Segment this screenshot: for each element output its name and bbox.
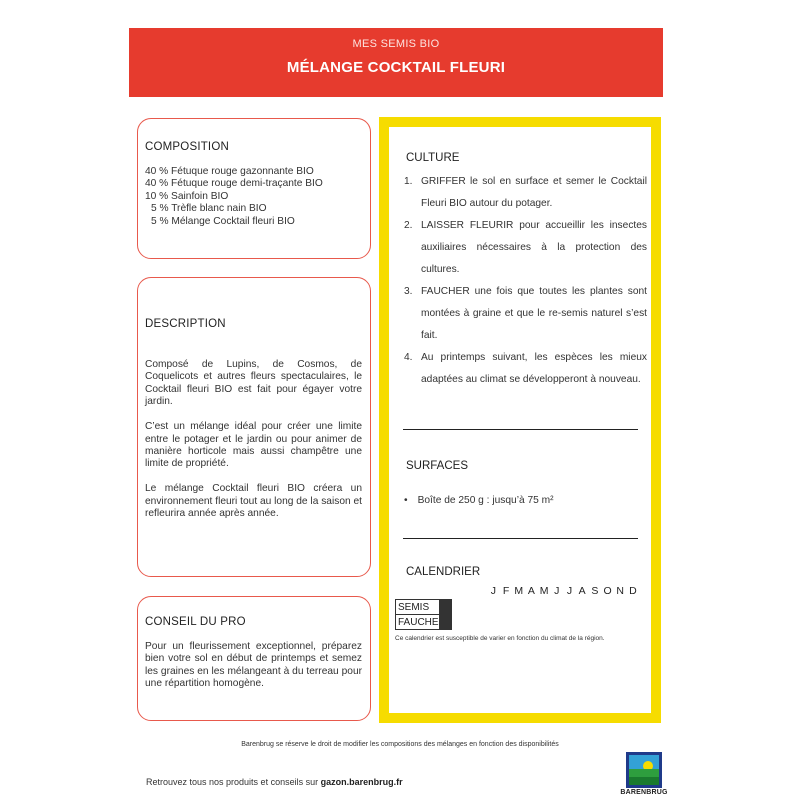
calendar-month-label: D bbox=[629, 585, 637, 597]
calendar-row bbox=[396, 600, 452, 615]
description-paragraph: Composé de Lupins, de Cosmos, de Coquelicots et autres fleurs spectaculaires, le Cocktail fleuri BIO est fait pour égayer votre jardin. bbox=[145, 359, 362, 408]
calendar-note: Ce calendrier est susceptible de varier en fonction du climat de la région. bbox=[395, 635, 605, 642]
divider bbox=[403, 538, 638, 539]
calendar-cell bbox=[450, 600, 451, 615]
calendar-months bbox=[487, 585, 639, 597]
description-paragraph: Le mélange Cocktail fleuri BIO créera un environnement fleuri tout au long de la saison et refleurira année après année. bbox=[145, 483, 362, 520]
calendar-month-label: J bbox=[554, 585, 560, 597]
list-item: 5 % Trèfle blanc nain BIO bbox=[151, 203, 267, 215]
calendar-month-label: A bbox=[527, 585, 535, 597]
list-item: 3. FAUCHER une fois que toutes les plantes sont montées à graine et que le re-semis naturel s’est fait. bbox=[404, 286, 647, 341]
calendar-month-label: N bbox=[616, 585, 625, 597]
calendrier-title: CALENDRIER bbox=[406, 566, 481, 578]
calendar-row-label: SEMIS bbox=[396, 600, 440, 615]
surfaces-item: • Boîte de 250 g : jusqu’à 75 m² bbox=[404, 495, 554, 506]
composition-title: COMPOSITION bbox=[145, 141, 229, 153]
description-title: DESCRIPTION bbox=[145, 318, 226, 330]
calendar-month-label: J bbox=[566, 585, 573, 597]
calendar-cell bbox=[450, 615, 451, 630]
description-paragraph: C’est un mélange idéal pour créer une limite entre le potager et le jardin ou pour animer de manière horticole mais aussi champêtre une limite de propriété. bbox=[145, 421, 362, 470]
calendar-month-label: M bbox=[514, 585, 524, 597]
list-item: 5 % Mélange Cocktail fleuri BIO bbox=[151, 215, 295, 227]
calendar-month-label: F bbox=[502, 585, 510, 597]
divider bbox=[403, 429, 638, 430]
culture-panel bbox=[379, 117, 661, 723]
conseil-text: Pour un fleurissement exceptionnel, préparez bien votre sol en début de printemps et semez les graines en les mélangeant à du terreau pour une répartition homogène. bbox=[145, 641, 362, 690]
page-title: MÉLANGE COCKTAIL FLEURI bbox=[286, 59, 506, 76]
calendar-month-label: A bbox=[578, 585, 586, 597]
calendar-month-label: S bbox=[591, 585, 599, 597]
website-link[interactable]: gazon.barenbrug.fr bbox=[320, 777, 403, 787]
culture-steps bbox=[404, 171, 647, 391]
calendar-row bbox=[396, 615, 452, 630]
conseil-title: CONSEIL DU PRO bbox=[145, 616, 246, 628]
calendar-grid bbox=[395, 599, 452, 630]
description-box bbox=[137, 277, 371, 577]
composition-list bbox=[145, 166, 362, 228]
header-subtitle: MES SEMIS BIO bbox=[352, 38, 440, 50]
conseil-box bbox=[137, 596, 371, 721]
list-item: 40 % Fétuque rouge gazonnante BIO bbox=[145, 166, 314, 177]
header-banner bbox=[129, 28, 663, 97]
footer-link-text: Retrouvez tous nos produits et conseils sur gazon.barenbrug.fr bbox=[146, 777, 403, 787]
calendar-month-label: M bbox=[539, 585, 549, 597]
list-item: 40 % Fétuque rouge demi-traçante BIO bbox=[145, 178, 323, 190]
surfaces-title: SURFACES bbox=[406, 460, 468, 472]
list-item: 4. Au printemps suivant, les espèces les mieux adaptées au climat se développeront à nouveau. bbox=[404, 352, 647, 385]
brand-name: BARENBRUG bbox=[620, 789, 668, 796]
list-item: 2. LAISSER FLEURIR pour accueillir les insectes auxiliaires nécessaires à la protection des cultures. bbox=[404, 220, 647, 275]
barenbrug-logo-icon bbox=[626, 752, 662, 788]
list-item: 1. GRIFFER le sol en surface et semer le Cocktail Fleuri BIO autour du potager. bbox=[404, 176, 647, 209]
culture-title: CULTURE bbox=[406, 152, 460, 164]
composition-box bbox=[137, 118, 371, 259]
list-item: 10 % Sainfoin BIO bbox=[145, 190, 229, 202]
calendar-month-label: J bbox=[490, 585, 496, 597]
calendar-row-label: FAUCHE bbox=[396, 615, 440, 630]
calendar-month-label: O bbox=[603, 585, 612, 597]
footer-disclaimer: Barenbrug se réserve le droit de modifier les compositions des mélanges en fonction des disponibilités bbox=[241, 741, 559, 748]
